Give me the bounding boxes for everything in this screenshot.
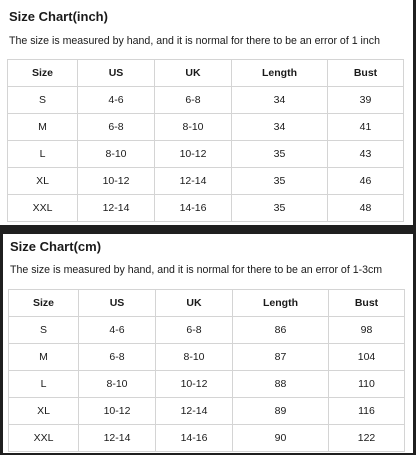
size-chart-inch-panel bbox=[0, 0, 413, 225]
cell-us: 10-12 bbox=[78, 168, 155, 195]
cell-size: XL bbox=[9, 398, 79, 425]
cell-bust: 39 bbox=[328, 87, 404, 114]
column-header-length: Length bbox=[233, 290, 329, 317]
table-row bbox=[8, 141, 404, 168]
cell-uk: 14-16 bbox=[156, 425, 233, 452]
cell-length: 35 bbox=[232, 141, 328, 168]
cell-us: 8-10 bbox=[79, 371, 156, 398]
column-header-uk: UK bbox=[155, 60, 232, 87]
table-row bbox=[9, 317, 405, 344]
cell-size: S bbox=[8, 87, 78, 114]
cell-uk: 10-12 bbox=[155, 141, 232, 168]
cell-size: XXL bbox=[9, 425, 79, 452]
column-header-bust: Bust bbox=[329, 290, 405, 317]
cell-us: 6-8 bbox=[79, 344, 156, 371]
cell-length: 89 bbox=[233, 398, 329, 425]
table-row bbox=[8, 114, 404, 141]
cell-us: 12-14 bbox=[78, 195, 155, 222]
cell-uk: 12-14 bbox=[155, 168, 232, 195]
cell-us: 12-14 bbox=[79, 425, 156, 452]
column-header-us: US bbox=[79, 290, 156, 317]
table-row bbox=[8, 195, 404, 222]
cell-bust: 116 bbox=[329, 398, 405, 425]
cell-uk: 8-10 bbox=[156, 344, 233, 371]
column-header-us: US bbox=[78, 60, 155, 87]
table-row bbox=[9, 398, 405, 425]
cell-us: 6-8 bbox=[78, 114, 155, 141]
column-header-uk: UK bbox=[156, 290, 233, 317]
cell-length: 35 bbox=[232, 195, 328, 222]
cell-size: M bbox=[8, 114, 78, 141]
table-row bbox=[8, 168, 404, 195]
cell-bust: 43 bbox=[328, 141, 404, 168]
table-row bbox=[9, 371, 405, 398]
cell-bust: 41 bbox=[328, 114, 404, 141]
cell-bust: 46 bbox=[328, 168, 404, 195]
size-chart-inch-title: Size Chart(inch) bbox=[9, 9, 108, 24]
table-row bbox=[9, 344, 405, 371]
cell-bust: 98 bbox=[329, 317, 405, 344]
cell-bust: 104 bbox=[329, 344, 405, 371]
size-chart-cm-panel bbox=[3, 234, 413, 453]
cell-bust: 48 bbox=[328, 195, 404, 222]
cell-us: 10-12 bbox=[79, 398, 156, 425]
cell-uk: 6-8 bbox=[155, 87, 232, 114]
cell-uk: 10-12 bbox=[156, 371, 233, 398]
size-chart-cm-note: The size is measured by hand, and it is normal for there to be an error of 1-3cm bbox=[10, 264, 383, 276]
size-chart-cm-title: Size Chart(cm) bbox=[10, 239, 102, 254]
cell-size: XXL bbox=[8, 195, 78, 222]
cell-us: 8-10 bbox=[78, 141, 155, 168]
table-row bbox=[8, 87, 404, 114]
cell-size: L bbox=[8, 141, 78, 168]
cell-length: 35 bbox=[232, 168, 328, 195]
cell-length: 86 bbox=[233, 317, 329, 344]
cell-length: 34 bbox=[232, 114, 328, 141]
column-header-size: Size bbox=[9, 290, 79, 317]
cell-length: 34 bbox=[232, 87, 328, 114]
table-header-row bbox=[9, 290, 405, 317]
column-header-size: Size bbox=[8, 60, 78, 87]
cell-size: S bbox=[9, 317, 79, 344]
size-chart-inch-note: The size is measured by hand, and it is normal for there to be an error of 1 inch bbox=[9, 35, 380, 47]
column-header-bust: Bust bbox=[328, 60, 404, 87]
cell-length: 90 bbox=[233, 425, 329, 452]
cell-uk: 12-14 bbox=[156, 398, 233, 425]
cell-length: 87 bbox=[233, 344, 329, 371]
size-chart-inch-table bbox=[7, 59, 404, 222]
cell-us: 4-6 bbox=[79, 317, 156, 344]
table-row bbox=[9, 425, 405, 452]
cell-uk: 8-10 bbox=[155, 114, 232, 141]
cell-bust: 122 bbox=[329, 425, 405, 452]
column-header-length: Length bbox=[232, 60, 328, 87]
cell-us: 4-6 bbox=[78, 87, 155, 114]
cell-bust: 110 bbox=[329, 371, 405, 398]
cell-uk: 6-8 bbox=[156, 317, 233, 344]
table-header-row bbox=[8, 60, 404, 87]
size-chart-cm-table bbox=[8, 289, 405, 452]
cell-size: L bbox=[9, 371, 79, 398]
cell-size: XL bbox=[8, 168, 78, 195]
cell-size: M bbox=[9, 344, 79, 371]
cell-length: 88 bbox=[233, 371, 329, 398]
cell-uk: 14-16 bbox=[155, 195, 232, 222]
